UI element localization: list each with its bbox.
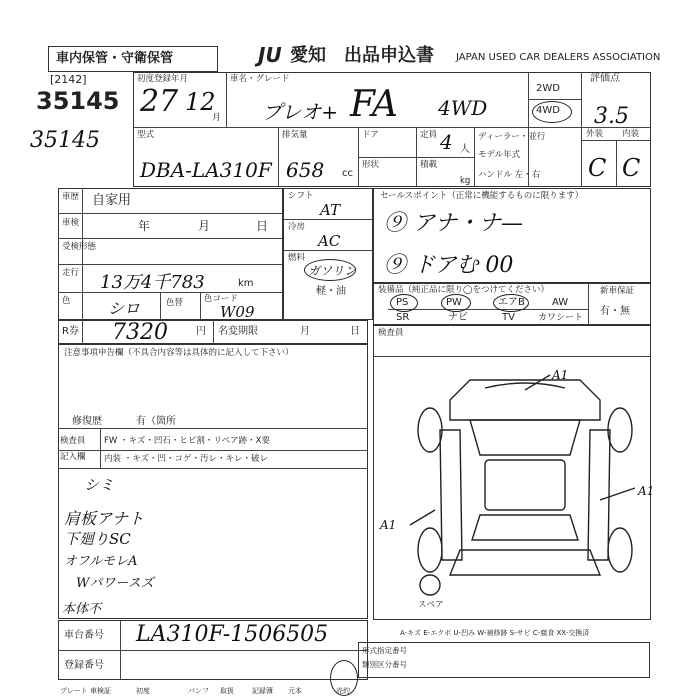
plate-2: 初度: [136, 687, 150, 695]
car-diagram: [400, 360, 650, 610]
sales-line1: ⑨ アナ・ナ—: [384, 211, 523, 236]
reg-label: 登録番号: [64, 660, 104, 671]
drive-4wd-label: 4WD: [536, 105, 560, 116]
note-line-3: 下廻りSC: [64, 530, 131, 548]
exterior-value: C: [588, 154, 607, 182]
interior-value: C: [622, 154, 641, 182]
score-value: 3.5: [594, 104, 629, 129]
mileage-unit: km: [238, 278, 254, 289]
load-label: 積載: [420, 160, 438, 170]
color-num-label: 色替: [166, 298, 184, 308]
org-english: JAPAN USED CAR DEALERS ASSOCIATION: [456, 52, 661, 63]
inspector-box-label: 検査員: [378, 328, 404, 338]
inspection-year: 年: [138, 219, 151, 233]
diesel-label: 軽・油: [316, 286, 346, 297]
note-line-6: 本体不: [62, 602, 102, 617]
model-year-label: モデル年式: [478, 150, 521, 160]
inspection-day: 日: [256, 219, 269, 233]
sales-label: セールスポイント（正常に機能するものに限ります）: [380, 191, 584, 201]
notes-label: 注意事項申告欄（不具合内容等は具体的に記入して下さい）: [64, 348, 294, 358]
color-code: W09: [220, 303, 255, 321]
load-unit: kg: [460, 176, 471, 186]
code-bracket: [2142]: [50, 73, 87, 86]
door-label: ドア: [362, 130, 379, 140]
capacity-value: 4: [440, 130, 453, 154]
equip-navi: ナビ: [448, 312, 468, 323]
drive-2wd-label: 2WD: [536, 83, 560, 94]
title-change-month: 月: [300, 326, 310, 337]
damage-mark-left: A1: [380, 518, 397, 532]
plate-1: 車検証: [90, 687, 111, 695]
mileage-value: 13万4千783: [100, 272, 205, 293]
recycle-value: 7320: [112, 320, 168, 345]
use-value: 自家用: [92, 193, 132, 208]
equip-airbag: エアB: [498, 297, 525, 308]
plate-3: パンフ: [188, 687, 209, 695]
yen-label: 円: [196, 326, 206, 337]
grade: FA: [350, 84, 398, 125]
type-label: 型式: [137, 130, 155, 140]
inspection-month: 月: [198, 219, 211, 233]
note-line-1: シミ: [84, 476, 115, 494]
plate-4: 取扱: [220, 687, 234, 695]
equip-ps: PS: [396, 297, 409, 308]
equip-aw: AW: [552, 297, 569, 308]
format-label: 受検形態: [62, 242, 97, 252]
shape-label: 形状: [362, 160, 380, 170]
month-unit: 月: [212, 113, 222, 123]
disp-unit: cc: [342, 168, 353, 179]
sold-circle: [330, 660, 358, 696]
equip-airbag-circle: [493, 294, 529, 312]
cooler-label: 冷房: [288, 222, 306, 232]
interior-label: 内装: [622, 129, 640, 139]
color-value: シロ: [108, 299, 141, 318]
capacity-unit: 人: [460, 144, 470, 155]
repair-label: 修復歴: [72, 416, 102, 427]
repair-value: 有（箇所: [136, 416, 176, 427]
recycle-label: R券: [62, 326, 79, 337]
damage-mark-top: A1: [552, 368, 569, 382]
legend: A-キズ E-エクボ U-凹み W-補修跡 S-サビ C-腐食 XX-交換済: [400, 629, 590, 637]
capacity-label: 定員: [420, 130, 438, 140]
shift-value: AT: [320, 201, 341, 219]
form-title: 出品申込書: [344, 45, 434, 66]
org-name: 愛知: [290, 45, 326, 66]
interior-codes: 内装 ・キズ・凹・コゲ・汚レ・キレ・破レ: [104, 454, 268, 464]
chassis-value: LA310F-1506505: [136, 622, 329, 647]
form-type-label: 形式指定番号: [362, 646, 407, 655]
class-label: 類別区分番号: [362, 660, 407, 669]
cooler-value: AC: [318, 232, 341, 250]
equipment-label: 装備品（純正品に限り◯をつけてください）: [378, 285, 550, 295]
plate-8: 売約: [336, 687, 350, 695]
equip-tv: TV: [502, 312, 515, 323]
defect-codes: FW ・キズ・凹石・ヒビ割・リペア跡・X要: [104, 436, 270, 446]
first-reg-month: 12: [185, 88, 216, 116]
equip-ps-circle: [390, 294, 418, 312]
new-car-value: 有・無: [600, 306, 630, 317]
equip-pw: PW: [446, 297, 462, 308]
first-reg-year: 27: [140, 84, 179, 119]
note-line-4: オフルモレA: [64, 554, 138, 569]
title-change-label: 名変期限: [218, 326, 258, 337]
fuel-value: ガソリン: [308, 264, 357, 278]
drive: 4WD: [438, 96, 488, 120]
equip-leather: カワシート: [538, 313, 584, 323]
storage-label: 車内保管・守衛保管: [56, 51, 174, 66]
damage-mark-right: A1: [638, 484, 655, 498]
use-label: 車歴: [62, 192, 80, 202]
drive-4wd-circle: [532, 101, 572, 123]
handle-label: ハンドル 左・右: [478, 170, 541, 180]
type-value: DBA-LA310F: [140, 158, 272, 182]
disp-label: 排気量: [282, 130, 308, 140]
record-label: 記入欄: [60, 452, 86, 462]
chassis-label: 車台番号: [64, 630, 104, 641]
color-code-label: 色コード: [204, 294, 239, 304]
fuel-circle: [304, 259, 356, 281]
dealer-label: ディーラー・並行: [478, 132, 546, 142]
exterior-label: 外装: [586, 129, 604, 139]
inspector-label: 検査員: [60, 436, 86, 446]
first-reg-label: 初度登録年月: [137, 74, 189, 84]
equip-pw-circle: [441, 294, 471, 312]
lot-number-handwritten: 35145: [30, 128, 100, 153]
shift-label: シフト: [288, 191, 314, 201]
note-line-2: 肩板アナト: [64, 509, 145, 528]
model-name: プレオ+: [262, 100, 338, 124]
mileage-label: 走行: [62, 268, 80, 278]
model-name-label: 車名・グレード: [230, 74, 290, 84]
equip-sr: SR: [396, 312, 410, 323]
note-line-5: Wパワースズ: [76, 576, 154, 591]
title-change-day: 日: [350, 326, 360, 337]
inspection-label: 車検: [62, 218, 80, 228]
color-label: 色: [62, 296, 71, 306]
fuel-label: 燃料: [288, 253, 306, 263]
plate-5: 記録簿: [252, 687, 273, 695]
plate-6: 元本: [288, 687, 302, 695]
disp-value: 658: [286, 158, 325, 182]
ju-logo: JU: [258, 43, 282, 67]
new-car-label: 新車保証: [600, 286, 635, 296]
lot-number: 35145: [36, 87, 120, 115]
sales-line2: ⑨ ドアむ 00: [384, 253, 514, 278]
plate-0: プレート: [60, 687, 88, 695]
score-label: 評価点: [590, 73, 620, 84]
spare-label: スペア: [418, 600, 444, 610]
